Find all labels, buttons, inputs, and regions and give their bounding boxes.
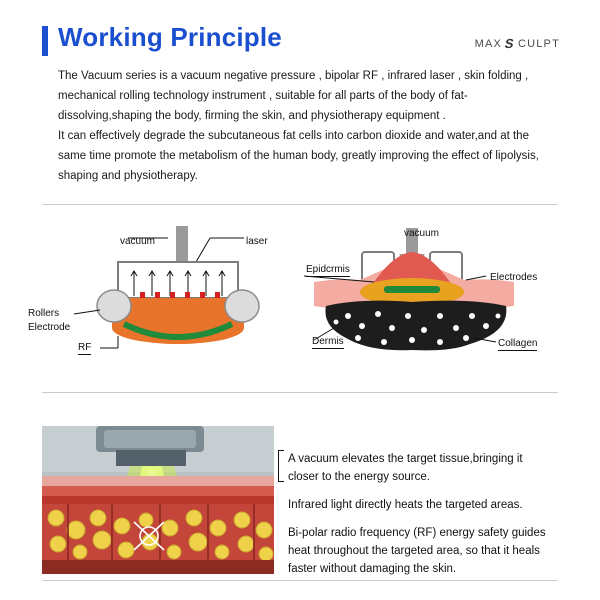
diagram-section	[0, 210, 600, 385]
divider-middle	[42, 392, 558, 393]
divider-top	[42, 204, 558, 205]
page-title: Working Principle	[58, 22, 282, 52]
bottom-section	[0, 400, 600, 580]
title-accent-bar	[42, 26, 48, 56]
divider-bottom	[42, 580, 558, 581]
benefit-item-3: Bi-polar radio frequency (RF) energy safety guides heat throughout the targeted area, so that it heals faster without damaging the skin.	[288, 527, 546, 575]
intro-paragraph-1: The Vacuum series is a vacuum negative pressure , bipolar RF , infrared laser , skin folding , mechanical rolling technology instrument , suitable for all parts of the body of fat-dissolving,shaping the body, firming the skin, and physiotherapy equipment .	[58, 70, 529, 122]
treatment-photo	[42, 426, 274, 574]
benefit-list	[288, 450, 556, 578]
label-electrode: Electrode	[28, 322, 71, 333]
label-vacuum-left: vacuum	[120, 236, 156, 247]
label-electrodes: Electrodes	[490, 272, 538, 283]
label-dermis: Dermis	[312, 336, 344, 347]
brand-slash-icon: S	[503, 36, 517, 51]
bullet-bracket	[278, 450, 284, 482]
label-epidermis: Epidcrmis	[306, 264, 350, 275]
label-rollers: Rollers	[28, 308, 60, 319]
intro-text	[58, 66, 558, 186]
brand-right-text: CULPT	[517, 37, 560, 50]
label-collagen: Collagen	[498, 338, 538, 349]
label-rf: RF	[78, 342, 92, 353]
right-tissue-diagram	[300, 210, 600, 385]
page-header	[0, 10, 600, 60]
label-vacuum-right: vacuum	[404, 228, 440, 239]
treatment-illustration	[42, 426, 274, 574]
benefit-item-2: Infrared light directly heats the targeted areas.	[288, 499, 523, 511]
brand-logo	[475, 36, 560, 51]
label-laser: laser	[246, 236, 268, 247]
brand-left-text: MAX	[474, 37, 503, 50]
intro-paragraph-2: It can effectively degrade the subcutaneous fat cells into carbon dioxide and water,and at the same time promote the metabolism of the human body, greatly improving the effect of lipolysis, shaping and physiotherapy.	[58, 130, 539, 182]
benefit-item-1: A vacuum elevates the target tissue,bringing it closer to the energy source.	[288, 453, 523, 483]
